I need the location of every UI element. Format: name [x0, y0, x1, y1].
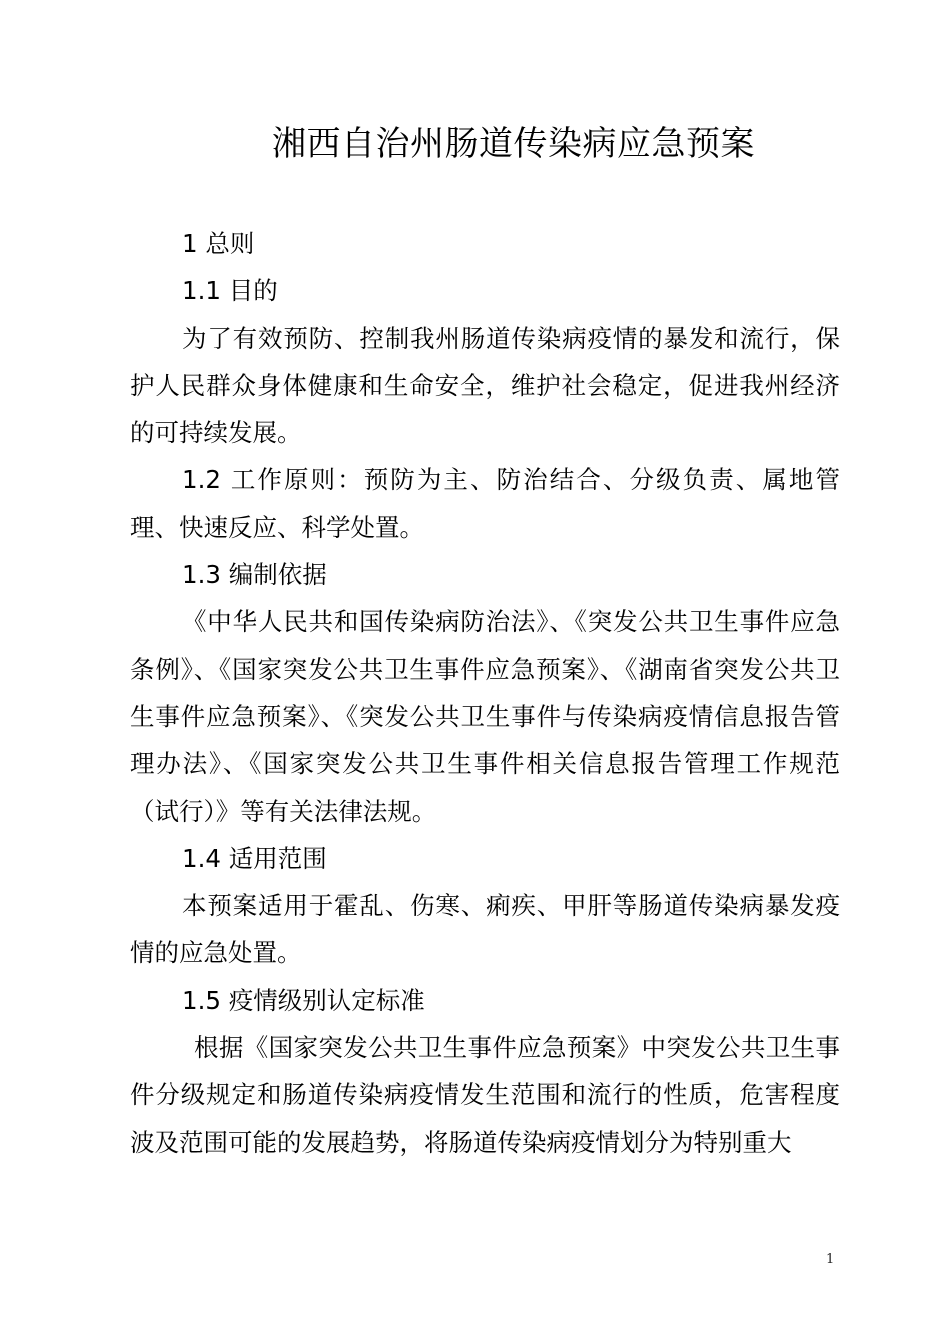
heading-general-principles: 1 总则: [182, 229, 255, 258]
heading-scope: 1.4 适用范围: [182, 843, 327, 873]
paragraph-working-principles: 1.2 工作原则：预防为主、防治结合、分级负责、属地管理、快速反应、科学处置。: [130, 465, 840, 542]
page-number: 1: [826, 1252, 835, 1267]
heading-purpose: 1.1 目的: [182, 276, 278, 306]
paragraph-purpose: 为了有效预防、控制我州肠道传染病疫情的暴发和流行，保护人民群众身体健康和生命安全，维护社会稳定，促进我州经济的可持续发展。: [130, 323, 840, 448]
document-body: [130, 220, 840, 1166]
paragraph-scope: 本预案适用于霍乱、伤寒、痢疾、甲肝等肠道传染病暴发疫情的应急处置。: [130, 891, 840, 968]
page-title: 湘西自治州肠道传染病应急预案: [272, 124, 755, 164]
heading-epidemic-level-standards: 1.5 疫情级别认定标准: [182, 985, 425, 1015]
paragraph-epidemic-level-standards: 根据《国家突发公共卫生事件应急预案》中突发公共卫生事件分级规定和肠道传染病疫情发生范围和流行的性质，危害程度波及范围可能的发展趋势，将肠道传染病疫情划分为特别重大: [130, 1033, 840, 1157]
heading-compilation-basis: 1.3 编制依据: [182, 560, 327, 590]
paragraph-compilation-basis: 《中华人民共和国传染病防治法》、《突发公共卫生事件应急条例》、《国家突发公共卫生事件应急预案》、《湖南省突发公共卫生事件应急预案》、《突发公共卫生事件与传染病疫情信息报告管理办法》、《国家突发公共卫生事件相关信息报告管理工作规范（试行）》等有关法律法规。: [130, 607, 840, 826]
